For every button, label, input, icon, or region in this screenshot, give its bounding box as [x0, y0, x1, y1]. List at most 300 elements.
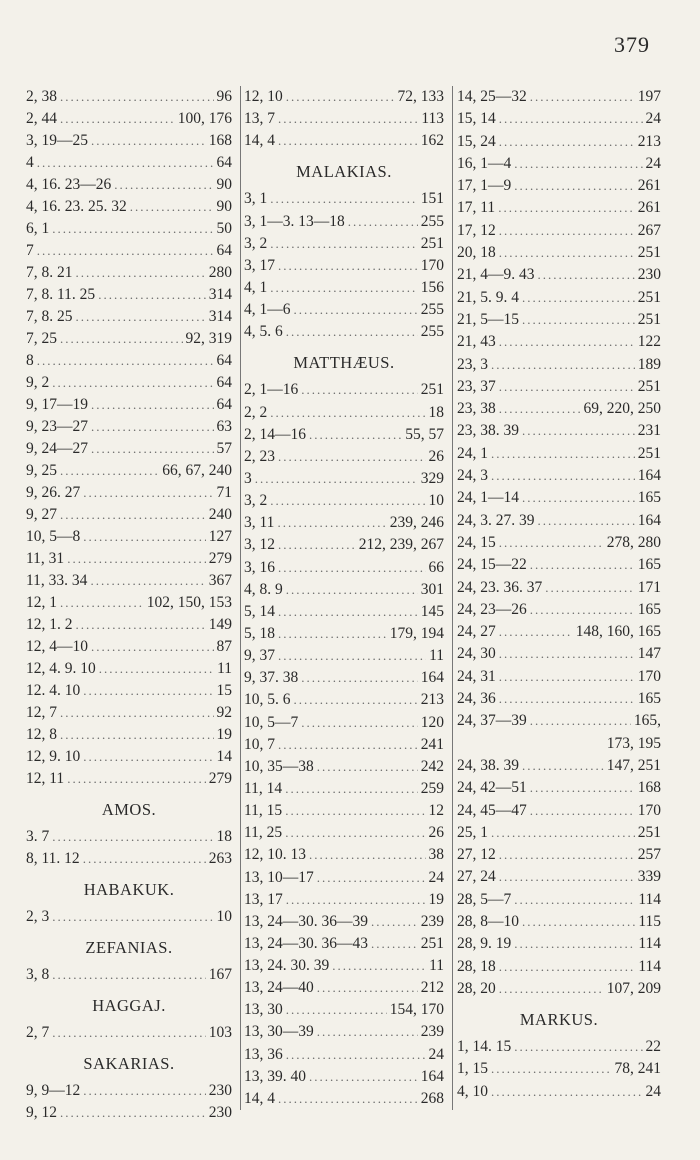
index-entry — [244, 579, 444, 601]
book-heading: HAGGAJ. — [92, 996, 166, 1015]
verse-reference: 4, 16. 23. 25. 32 — [26, 198, 127, 215]
dot-leader — [278, 734, 418, 756]
index-entry — [457, 264, 661, 286]
verse-reference: 12, 10 — [244, 88, 283, 105]
page-references: 170 — [420, 256, 444, 274]
index-entry — [26, 1022, 232, 1044]
verse-reference: 2, 23 — [244, 447, 275, 465]
index-entry — [26, 592, 232, 614]
index-entry — [457, 866, 661, 888]
verse-reference: 11, 31 — [26, 550, 65, 567]
index-entry — [26, 658, 232, 680]
verse-reference: 14, 4 — [244, 132, 275, 150]
index-entry — [244, 424, 444, 446]
page-references: 38 — [428, 846, 444, 864]
index-entry — [26, 328, 232, 350]
dot-leader — [286, 999, 387, 1021]
dot-leader — [278, 623, 387, 645]
dot-leader — [83, 680, 213, 702]
verse-reference: 9, 24—27 — [26, 440, 88, 457]
page-number: 379 — [614, 32, 650, 57]
page-references: 24 — [428, 1045, 444, 1063]
verse-reference: 16, 1—4 — [457, 154, 512, 172]
dot-leader — [285, 778, 418, 800]
verse-reference: 7, 8. 11. 25 — [26, 286, 96, 303]
verse-reference: 3 — [244, 469, 252, 487]
page-references: 10 — [428, 492, 444, 510]
page-references: 251 — [420, 381, 444, 399]
index-entry — [26, 1102, 232, 1124]
index-entry — [244, 211, 444, 233]
dot-leader — [514, 1036, 642, 1058]
index-entry — [457, 86, 661, 108]
dot-leader — [60, 724, 214, 746]
page-references: 165 — [637, 489, 661, 507]
page-references: 156 — [420, 278, 444, 296]
index-entry — [457, 354, 661, 376]
verse-reference: 17, 12 — [457, 221, 496, 239]
dot-leader — [270, 490, 425, 512]
verse-reference: 4, 8. 9 — [244, 580, 283, 598]
verse-reference: 5, 14 — [244, 602, 275, 620]
dot-leader — [499, 978, 604, 1000]
index-entry — [457, 331, 661, 353]
page-references: 251 — [637, 444, 661, 462]
index-entry — [244, 800, 444, 822]
verse-reference: 21, 43 — [457, 333, 496, 351]
dot-leader — [522, 487, 635, 509]
index-entry — [457, 443, 661, 465]
verse-reference: 11, 33. 34 — [26, 572, 88, 589]
index-entry — [244, 712, 444, 734]
page-references: 120 — [420, 713, 444, 731]
index-entry — [26, 416, 232, 438]
index-entry — [26, 108, 232, 130]
dot-leader — [278, 601, 418, 623]
index-entry — [457, 755, 661, 777]
verse-reference: 23, 3 — [457, 355, 488, 373]
page-references: 212 — [420, 979, 444, 997]
verse-reference: 4, 16. 23—26 — [26, 176, 112, 193]
page-references: 257 — [637, 846, 661, 864]
page-references: 329 — [420, 469, 444, 487]
index-entry — [26, 284, 232, 306]
verse-reference: 9, 37. 38 — [244, 669, 299, 687]
dot-leader — [499, 331, 635, 353]
page-references: 251 — [637, 823, 661, 841]
dot-leader — [294, 299, 418, 321]
page-references: 115 — [638, 912, 661, 930]
verse-reference: 4, 1 — [244, 278, 268, 296]
verse-reference: 2, 3 — [26, 908, 50, 925]
page-references: 261 — [637, 199, 661, 217]
page-references: 179, 194 — [389, 624, 444, 642]
verse-reference: 12. 4. 10 — [26, 682, 81, 699]
index-entry — [457, 643, 661, 665]
page-references: 149 — [208, 616, 232, 633]
index-entry — [26, 570, 232, 592]
dot-leader — [285, 800, 425, 822]
index-entry-continuation — [457, 733, 661, 755]
page-references: 239, 246 — [389, 514, 444, 532]
index-entry — [244, 844, 444, 866]
verse-reference: 13, 24. 30. 39 — [244, 957, 330, 975]
page-references: 170 — [637, 667, 661, 685]
page-references: 197 — [637, 88, 661, 105]
dot-leader — [491, 354, 635, 376]
index-column-3 — [452, 86, 661, 1110]
page-references: 165, — [633, 712, 661, 730]
verse-reference: 9, 17—19 — [26, 396, 88, 413]
dot-leader — [83, 526, 206, 548]
page-references: 64 — [216, 242, 232, 259]
verse-reference: 17, 11 — [457, 199, 496, 217]
index-entry — [244, 734, 444, 756]
index-entry — [26, 262, 232, 284]
dot-leader — [499, 398, 581, 420]
page-references: 64 — [216, 396, 232, 413]
page-references: 251 — [637, 244, 661, 262]
index-entry — [457, 487, 661, 509]
verse-reference: 13, 17 — [244, 890, 283, 908]
verse-reference: 27, 12 — [457, 846, 496, 864]
dot-leader — [491, 465, 635, 487]
verse-reference: 6, 1 — [26, 220, 50, 237]
index-entry — [457, 532, 661, 554]
page-references: 213 — [637, 132, 661, 150]
verse-reference: 21, 4—9. 43 — [457, 266, 535, 284]
verse-reference: 24, 1—14 — [457, 489, 519, 507]
page-references: 280 — [208, 264, 232, 281]
verse-reference: 28, 20 — [457, 979, 496, 997]
index-entry — [457, 956, 661, 978]
verse-reference: 25, 1 — [457, 823, 488, 841]
index-entry — [244, 911, 444, 933]
dot-leader — [278, 130, 418, 152]
verse-reference: 13, 30 — [244, 1001, 283, 1019]
dot-leader — [130, 196, 214, 218]
verse-reference: 9, 37 — [244, 647, 275, 665]
book-heading: HABAKUK. — [83, 880, 175, 899]
dot-leader — [538, 264, 635, 286]
index-entry — [244, 468, 444, 490]
index-entry — [244, 108, 444, 130]
index-entry — [244, 623, 444, 645]
index-entry — [457, 822, 661, 844]
dot-leader — [317, 977, 418, 999]
dot-leader — [499, 956, 636, 978]
dot-leader — [491, 1058, 612, 1080]
index-entry — [457, 398, 661, 420]
index-entry — [457, 889, 661, 911]
verse-reference: 2, 2 — [244, 403, 268, 421]
verse-reference: 7, 25 — [26, 330, 57, 347]
index-entry — [457, 844, 661, 866]
page-references: 147, 251 — [606, 756, 661, 774]
page-references: 251 — [420, 934, 444, 952]
verse-reference: 12, 11 — [26, 770, 65, 787]
verse-reference: 23, 38 — [457, 400, 496, 418]
page-references: 72, 133 — [397, 88, 444, 105]
verse-reference: 7 — [26, 242, 34, 259]
index-entry — [26, 848, 232, 870]
index-entry — [26, 906, 232, 928]
dot-leader — [309, 844, 426, 866]
page-references: 15 — [216, 682, 232, 699]
page-references: 24 — [645, 154, 661, 172]
verse-reference: 9, 26. 27 — [26, 484, 81, 501]
dot-leader — [114, 174, 213, 196]
dot-leader — [309, 1066, 418, 1088]
page-references: 148, 160, 165 — [575, 623, 661, 641]
verse-reference: 24, 3 — [457, 467, 488, 485]
page-references: 11 — [429, 647, 444, 665]
verse-reference: 3, 1—3. 13—18 — [244, 212, 345, 230]
dot-leader — [278, 557, 426, 579]
index-entry — [244, 1021, 444, 1043]
dot-leader — [332, 955, 426, 977]
verse-reference: 21, 5—15 — [457, 310, 519, 328]
verse-reference: 11, 14 — [244, 779, 283, 797]
dot-leader — [270, 233, 418, 255]
dot-leader — [278, 446, 426, 468]
dot-leader — [52, 1022, 206, 1044]
dot-leader — [309, 424, 402, 446]
index-entry — [26, 218, 232, 240]
dot-leader — [91, 416, 214, 438]
page-references: 78, 241 — [614, 1060, 661, 1078]
index-entry — [26, 548, 232, 570]
page-references: 64 — [216, 154, 232, 171]
dot-leader — [522, 309, 635, 331]
page-references: 259 — [420, 779, 444, 797]
page-references: 242 — [420, 757, 444, 775]
dot-leader — [301, 379, 418, 401]
page-references: 114 — [638, 935, 661, 953]
book-heading: MALAKIAS. — [296, 162, 392, 182]
dot-leader — [99, 658, 214, 680]
verse-reference: 13, 36 — [244, 1045, 283, 1063]
index-entry — [457, 599, 661, 621]
verse-reference: 13, 30—39 — [244, 1023, 314, 1041]
dot-leader — [522, 755, 604, 777]
index-entry — [244, 1066, 444, 1088]
page-references: 66 — [428, 558, 444, 576]
verse-reference: 12, 1 — [26, 594, 57, 611]
dot-leader — [37, 350, 214, 372]
dot-leader — [514, 153, 642, 175]
index-entry — [244, 255, 444, 277]
index-entry — [26, 460, 232, 482]
dot-leader — [90, 570, 205, 592]
page-references: 92, 319 — [185, 330, 232, 347]
dot-leader — [83, 848, 206, 870]
verse-reference: 3, 19—25 — [26, 132, 88, 149]
page-references: 251 — [637, 310, 661, 328]
dot-leader — [277, 512, 386, 534]
verse-reference: 3, 16 — [244, 558, 275, 576]
page-references: 24 — [428, 868, 444, 886]
verse-reference: 28, 8—10 — [457, 912, 519, 930]
index-entry — [457, 420, 661, 442]
index-entry — [26, 196, 232, 218]
index-entry — [244, 867, 444, 889]
index-entry — [244, 557, 444, 579]
dot-leader — [545, 577, 635, 599]
verse-reference: 28, 9. 19 — [457, 935, 512, 953]
page-references: 69, 220, 250 — [583, 400, 661, 418]
verse-reference: 10, 35—38 — [244, 757, 314, 775]
dot-leader — [371, 911, 418, 933]
index-entry — [457, 242, 661, 264]
dot-leader — [317, 756, 418, 778]
verse-reference: 3, 11 — [244, 514, 275, 532]
dot-leader — [60, 504, 206, 526]
dot-leader — [371, 933, 418, 955]
index-entry — [26, 702, 232, 724]
page-references: 87 — [216, 638, 232, 655]
dot-leader — [499, 376, 635, 398]
dot-leader — [499, 220, 635, 242]
dot-leader — [60, 1102, 206, 1124]
page-references: 212, 239, 267 — [358, 536, 444, 554]
verse-reference: 4, 1—6 — [244, 301, 291, 319]
index-entry — [26, 394, 232, 416]
index-entry — [244, 778, 444, 800]
page-references: 107, 209 — [606, 979, 661, 997]
index-entry — [244, 277, 444, 299]
dot-leader — [37, 240, 214, 262]
dot-leader — [491, 1081, 643, 1103]
index-entry — [26, 504, 232, 526]
page-references: 24 — [645, 110, 661, 128]
verse-reference: 13, 24—30. 36—43 — [244, 934, 368, 952]
verse-reference: 9, 12 — [26, 1104, 57, 1121]
page-references: 241 — [420, 735, 444, 753]
page-references: 230 — [208, 1104, 232, 1121]
dot-leader — [60, 328, 183, 350]
verse-reference: 1, 14. 15 — [457, 1038, 512, 1056]
page-references: 164 — [420, 1067, 444, 1085]
page-references: 57 — [216, 440, 232, 457]
page-references: 171 — [637, 578, 661, 596]
index-entry — [457, 287, 661, 309]
verse-reference: 3, 17 — [244, 256, 275, 274]
page-references: 164 — [637, 511, 661, 529]
dot-leader — [538, 510, 635, 532]
index-entry — [457, 554, 661, 576]
index-entry — [26, 768, 232, 790]
page-references: 230 — [637, 266, 661, 284]
index-entry — [244, 756, 444, 778]
verse-reference: 7, 8. 25 — [26, 308, 73, 325]
page-references: 165 — [637, 600, 661, 618]
verse-reference: 13, 39. 40 — [244, 1067, 306, 1085]
page-references: 147 — [637, 645, 661, 663]
verse-reference: 3, 12 — [244, 536, 275, 554]
page-references: 14 — [216, 748, 232, 765]
dot-leader — [278, 108, 418, 130]
verse-reference: 24, 42—51 — [457, 779, 527, 797]
page-references: 173, 195 — [606, 734, 661, 752]
index-column-1 — [26, 86, 232, 1121]
verse-reference: 24, 27 — [457, 623, 496, 641]
dot-leader — [499, 666, 635, 688]
index-entry — [457, 978, 661, 1000]
dot-leader — [270, 277, 418, 299]
verse-reference: 24, 3. 27. 39 — [457, 511, 535, 529]
page-references: 50 — [216, 220, 232, 237]
verse-reference: 9, 9—12 — [26, 1082, 81, 1099]
page-references: 314 — [208, 308, 232, 325]
index-entry — [26, 174, 232, 196]
index-entry — [244, 233, 444, 255]
index-entry — [26, 964, 232, 986]
dot-leader — [514, 933, 635, 955]
index-entry — [244, 446, 444, 468]
page-references: 103 — [208, 1024, 232, 1041]
dot-leader — [499, 688, 635, 710]
verse-reference: 8, 11. 12 — [26, 850, 80, 867]
dot-leader — [530, 554, 635, 576]
dot-leader — [76, 262, 206, 284]
verse-reference: 24, 23. 36. 37 — [457, 578, 543, 596]
verse-reference: 24, 37—39 — [457, 712, 527, 730]
page-references: 19 — [216, 726, 232, 743]
dot-leader — [286, 579, 418, 601]
verse-reference: 13, 24—40 — [244, 979, 314, 997]
dot-leader — [76, 306, 206, 328]
page-references: 151 — [420, 190, 444, 208]
page-references: 267 — [637, 221, 661, 239]
dot-leader — [499, 532, 604, 554]
verse-reference: 23, 38. 39 — [457, 422, 519, 440]
index-entry — [457, 220, 661, 242]
index-entry — [457, 510, 661, 532]
verse-reference: 4, 10 — [457, 1082, 488, 1100]
dot-leader — [499, 108, 643, 130]
index-entry — [457, 621, 661, 643]
page-references: 367 — [208, 572, 232, 589]
verse-reference: 24, 1 — [457, 444, 488, 462]
dot-leader — [491, 443, 635, 465]
index-entry — [244, 379, 444, 401]
page-references: 127 — [208, 528, 232, 545]
page-references: 255 — [420, 301, 444, 319]
index-column-2 — [240, 86, 444, 1110]
index-entry — [26, 614, 232, 636]
verse-reference: 24, 31 — [457, 667, 496, 685]
verse-reference: 24, 23—26 — [457, 600, 527, 618]
dot-leader — [52, 964, 206, 986]
dot-leader — [60, 592, 144, 614]
dot-leader — [499, 866, 635, 888]
verse-reference: 15, 24 — [457, 132, 496, 150]
dot-leader — [67, 768, 206, 790]
page-references: 26 — [428, 447, 444, 465]
page-references: 168 — [208, 132, 232, 149]
page-references: 18 — [216, 828, 232, 845]
page-references: 231 — [637, 422, 661, 440]
dot-leader — [317, 1021, 418, 1043]
index-entry — [457, 376, 661, 398]
dot-leader — [514, 889, 635, 911]
dot-leader — [286, 1044, 426, 1066]
dot-leader — [60, 702, 214, 724]
index-entry — [26, 240, 232, 262]
index-entry — [244, 689, 444, 711]
page-references: 122 — [637, 333, 661, 351]
